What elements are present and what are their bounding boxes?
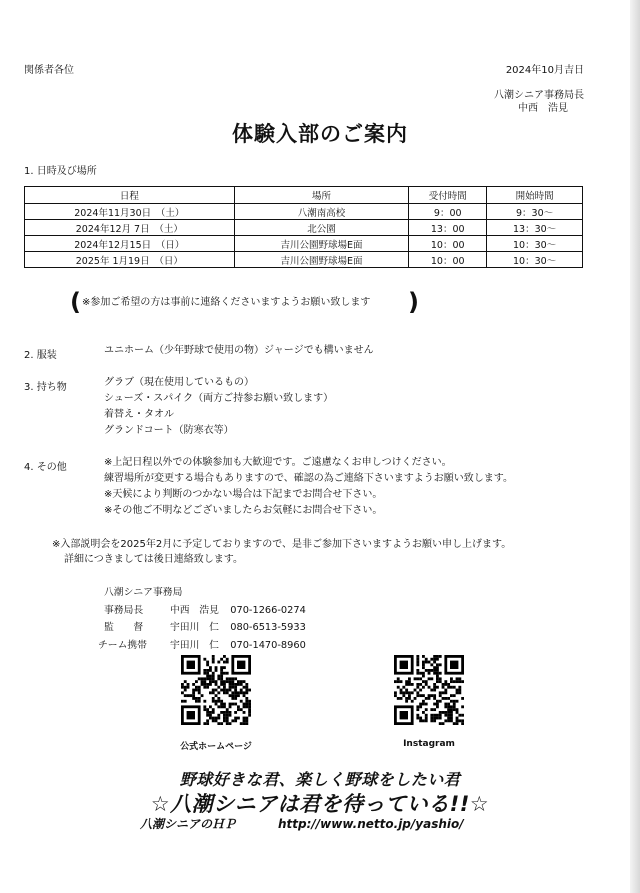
sender-name: 中西 浩見 — [518, 103, 568, 114]
promo-site-label: 八潮シニアのＨＰ — [140, 817, 237, 831]
left-bracket-icon: ( — [70, 288, 81, 316]
table-row — [25, 220, 583, 236]
section4-label: 4. その他 — [24, 462, 67, 473]
participation-note — [70, 290, 420, 314]
list-item: 着替え・タオル — [104, 409, 174, 420]
participation-note-text: ※参加ご希望の方は事前に連絡くださいますようお願い致します — [82, 297, 371, 308]
promo-site-url[interactable]: http://www.netto.jp/yashio/ — [278, 817, 464, 831]
list-item: グラブ（現在使用しているもの） — [104, 377, 254, 388]
qr-caption-homepage: 公式ホームページ — [180, 742, 252, 752]
briefing-line-1: ※入部説明会を2025年2月に予定しておりますので、是非ご参加下さいますようお願い申し上げます。 — [52, 539, 512, 550]
qr-caption-instagram: Instagram — [403, 739, 455, 749]
right-bracket-icon: ) — [408, 288, 419, 316]
table-cell: 八潮南高校 — [234, 204, 409, 220]
table-header: 受付時間 — [409, 187, 487, 204]
list-item: ※上記日程以外での体験参加も大歓迎です。ご遠慮なくお申しつけください。 — [104, 457, 452, 468]
table-cell: 2024年12月 7日 （土） — [25, 220, 235, 236]
table-header: 開始時間 — [487, 187, 583, 204]
contact-phone: 070-1266-0274 — [230, 604, 306, 616]
list-item: グランドコート（防寒衣等） — [104, 425, 234, 436]
section1-label: 1. 日時及び場所 — [24, 166, 97, 177]
table-cell: 9：30～ — [487, 204, 583, 220]
contact-role: 監 督 — [104, 622, 144, 633]
table-cell: 13：00 — [409, 220, 487, 236]
section2-text: ユニホーム（少年野球で使用の物）ジャージでも構いません — [104, 345, 374, 356]
page-title: 体験入部のご案内 — [232, 122, 408, 146]
promo-line-2: ☆八潮シニアは君を待っている!!☆ — [150, 792, 490, 816]
table-cell: 2024年12月15日 （日） — [25, 236, 235, 252]
table-cell: 吉川公園野球場E面 — [234, 252, 409, 268]
contact-name: 中西 浩見 — [170, 604, 219, 616]
promo-site — [140, 815, 464, 832]
section4-lines — [104, 455, 513, 519]
table-cell: 北公園 — [234, 220, 409, 236]
list-item: シューズ・スパイク（両方ご持参お願い致します） — [104, 393, 334, 404]
section2-label: 2. 服装 — [24, 350, 57, 361]
list-item: 練習場所が変更する場合もありますので、確認の為ご連絡下さいますようお願い致します。 — [104, 473, 513, 484]
contact-row — [104, 619, 306, 637]
contact-phone: 070-1470-8960 — [230, 639, 306, 651]
contact-role: 事務局長 — [104, 604, 144, 616]
promo-line-1: 野球好きな君、楽しく野球をしたい君 — [179, 770, 461, 789]
contact-block — [98, 584, 306, 654]
qr-pattern — [181, 655, 251, 725]
table-cell: 吉川公園野球場E面 — [234, 236, 409, 252]
sender-org: 八潮シニア事務局長 — [494, 90, 584, 101]
table-cell: 10：00 — [409, 252, 487, 268]
qr-code-icon[interactable] — [181, 655, 251, 725]
table-cell: 13：30～ — [487, 220, 583, 236]
table-cell: 2025年 1月19日 （日） — [25, 252, 235, 268]
list-item: ※その他ご不明などございましたらお気軽にお問合せ下さい。 — [104, 505, 383, 516]
contact-name: 宇田川 仁 — [170, 622, 219, 633]
contact-row — [98, 637, 306, 655]
table-row — [25, 252, 583, 268]
contact-org: 八潮シニア事務局 — [104, 587, 183, 598]
table-cell: 9：00 — [409, 204, 487, 220]
qr-code-icon[interactable] — [394, 655, 464, 725]
list-item: ※天候により判断のつかない場合は下記までお問合せ下さい。 — [104, 489, 383, 500]
qr-pattern — [394, 655, 464, 725]
addressee: 関係者各位 — [24, 65, 74, 76]
table-cell: 10：30～ — [487, 236, 583, 252]
contact-role: チーム携帯 — [98, 639, 147, 651]
table-cell: 10：30～ — [487, 252, 583, 268]
table-header: 場所 — [234, 187, 409, 204]
schedule-table — [24, 186, 583, 268]
table-row — [25, 236, 583, 252]
briefing-line-2: 詳細につきましては後日連絡致します。 — [64, 554, 243, 565]
table-header-row — [25, 187, 583, 204]
section3-items — [104, 375, 333, 439]
table-cell: 2024年11月30日 （土） — [25, 204, 235, 220]
contact-phone: 080-6513-5933 — [230, 622, 306, 633]
table-row — [25, 204, 583, 220]
section3-label: 3. 持ち物 — [24, 382, 67, 393]
document-date: 2024年10月吉日 — [505, 65, 584, 76]
table-cell: 10：00 — [409, 236, 487, 252]
contact-row — [104, 602, 306, 620]
contact-name: 宇田川 仁 — [170, 639, 219, 651]
table-header: 日程 — [25, 187, 235, 204]
